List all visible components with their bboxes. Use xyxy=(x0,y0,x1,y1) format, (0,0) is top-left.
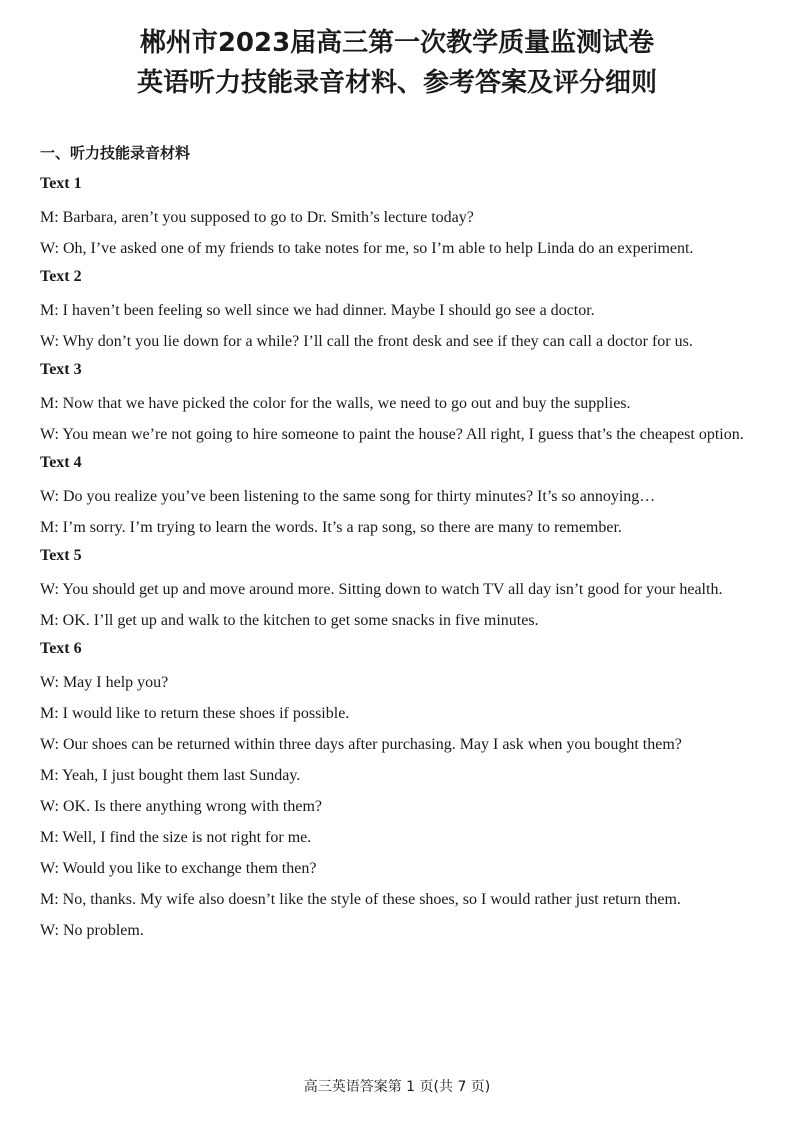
dialogue-line: M: Now that we have picked the color for the walls, we need to go out and buy the supplies. xyxy=(40,395,631,412)
dialogue-line: W: OK. Is there anything wrong with them? xyxy=(40,798,323,815)
dialogue-line: W: Do you realize you’ve been listening to the same song for thirty minutes? It’s so annoying… xyxy=(40,488,656,505)
dialogue-line: W: May I help you? xyxy=(40,674,169,691)
dialogue-line: W: Our shoes can be returned within three days after purchasing. May I ask when you bought them? xyxy=(40,736,682,753)
dialogue-line: M: I’m sorry. I’m trying to learn the words. It’s a rap song, so there are many to remember. xyxy=(40,519,622,536)
page-footer: 高三英语答案第 1 页(共 7 页) xyxy=(303,1079,491,1095)
dialogue-line: M: I would like to return these shoes if possible. xyxy=(40,705,350,722)
dialogue-line: M: Barbara, aren’t you supposed to go to Dr. Smith’s lecture today? xyxy=(40,209,474,226)
dialogue-line: W: No problem. xyxy=(40,922,144,939)
dialogue-line: M: OK. I’ll get up and walk to the kitchen to get some snacks in five minutes. xyxy=(40,612,539,629)
dialogue-line: M: I haven’t been feeling so well since we had dinner. Maybe I should go see a doctor. xyxy=(40,302,595,319)
transcript-content xyxy=(40,171,752,946)
text-heading: Text 1 xyxy=(40,175,82,192)
dialogue-line: W: Oh, I’ve asked one of my friends to take notes for me, so I’m able to help Linda do an experiment. xyxy=(40,240,694,257)
dialogue-line: W: You should get up and move around more. Sitting down to watch TV all day isn’t good for your health. xyxy=(40,581,723,598)
text-heading: Text 4 xyxy=(40,454,82,471)
dialogue-line: W: Would you like to exchange them then? xyxy=(40,860,317,877)
text-heading: Text 3 xyxy=(40,361,82,378)
text-heading: Text 5 xyxy=(40,547,82,564)
document-subtitle: 英语听力技能录音材料、参考答案及评分细则 xyxy=(136,68,657,98)
dialogue-line: M: Yeah, I just bought them last Sunday. xyxy=(40,767,301,784)
dialogue-line: M: No, thanks. My wife also doesn’t like the style of these shoes, so I would rather just return them. xyxy=(40,891,681,908)
dialogue-line: M: Well, I find the size is not right for me. xyxy=(40,829,312,846)
text-heading: Text 2 xyxy=(40,268,82,285)
text-heading: Text 6 xyxy=(40,640,82,657)
section-heading: 一、听力技能录音材料 xyxy=(40,144,191,162)
dialogue-line: W: You mean we’re not going to hire someone to paint the house? All right, I guess that’s the cheapest option. xyxy=(40,426,744,443)
dialogue-line: W: Why don’t you lie down for a while? I’ll call the front desk and see if they can call a doctor for us. xyxy=(40,333,693,350)
document-title: 郴州市2023届高三第一次教学质量监测试卷 xyxy=(139,28,655,58)
